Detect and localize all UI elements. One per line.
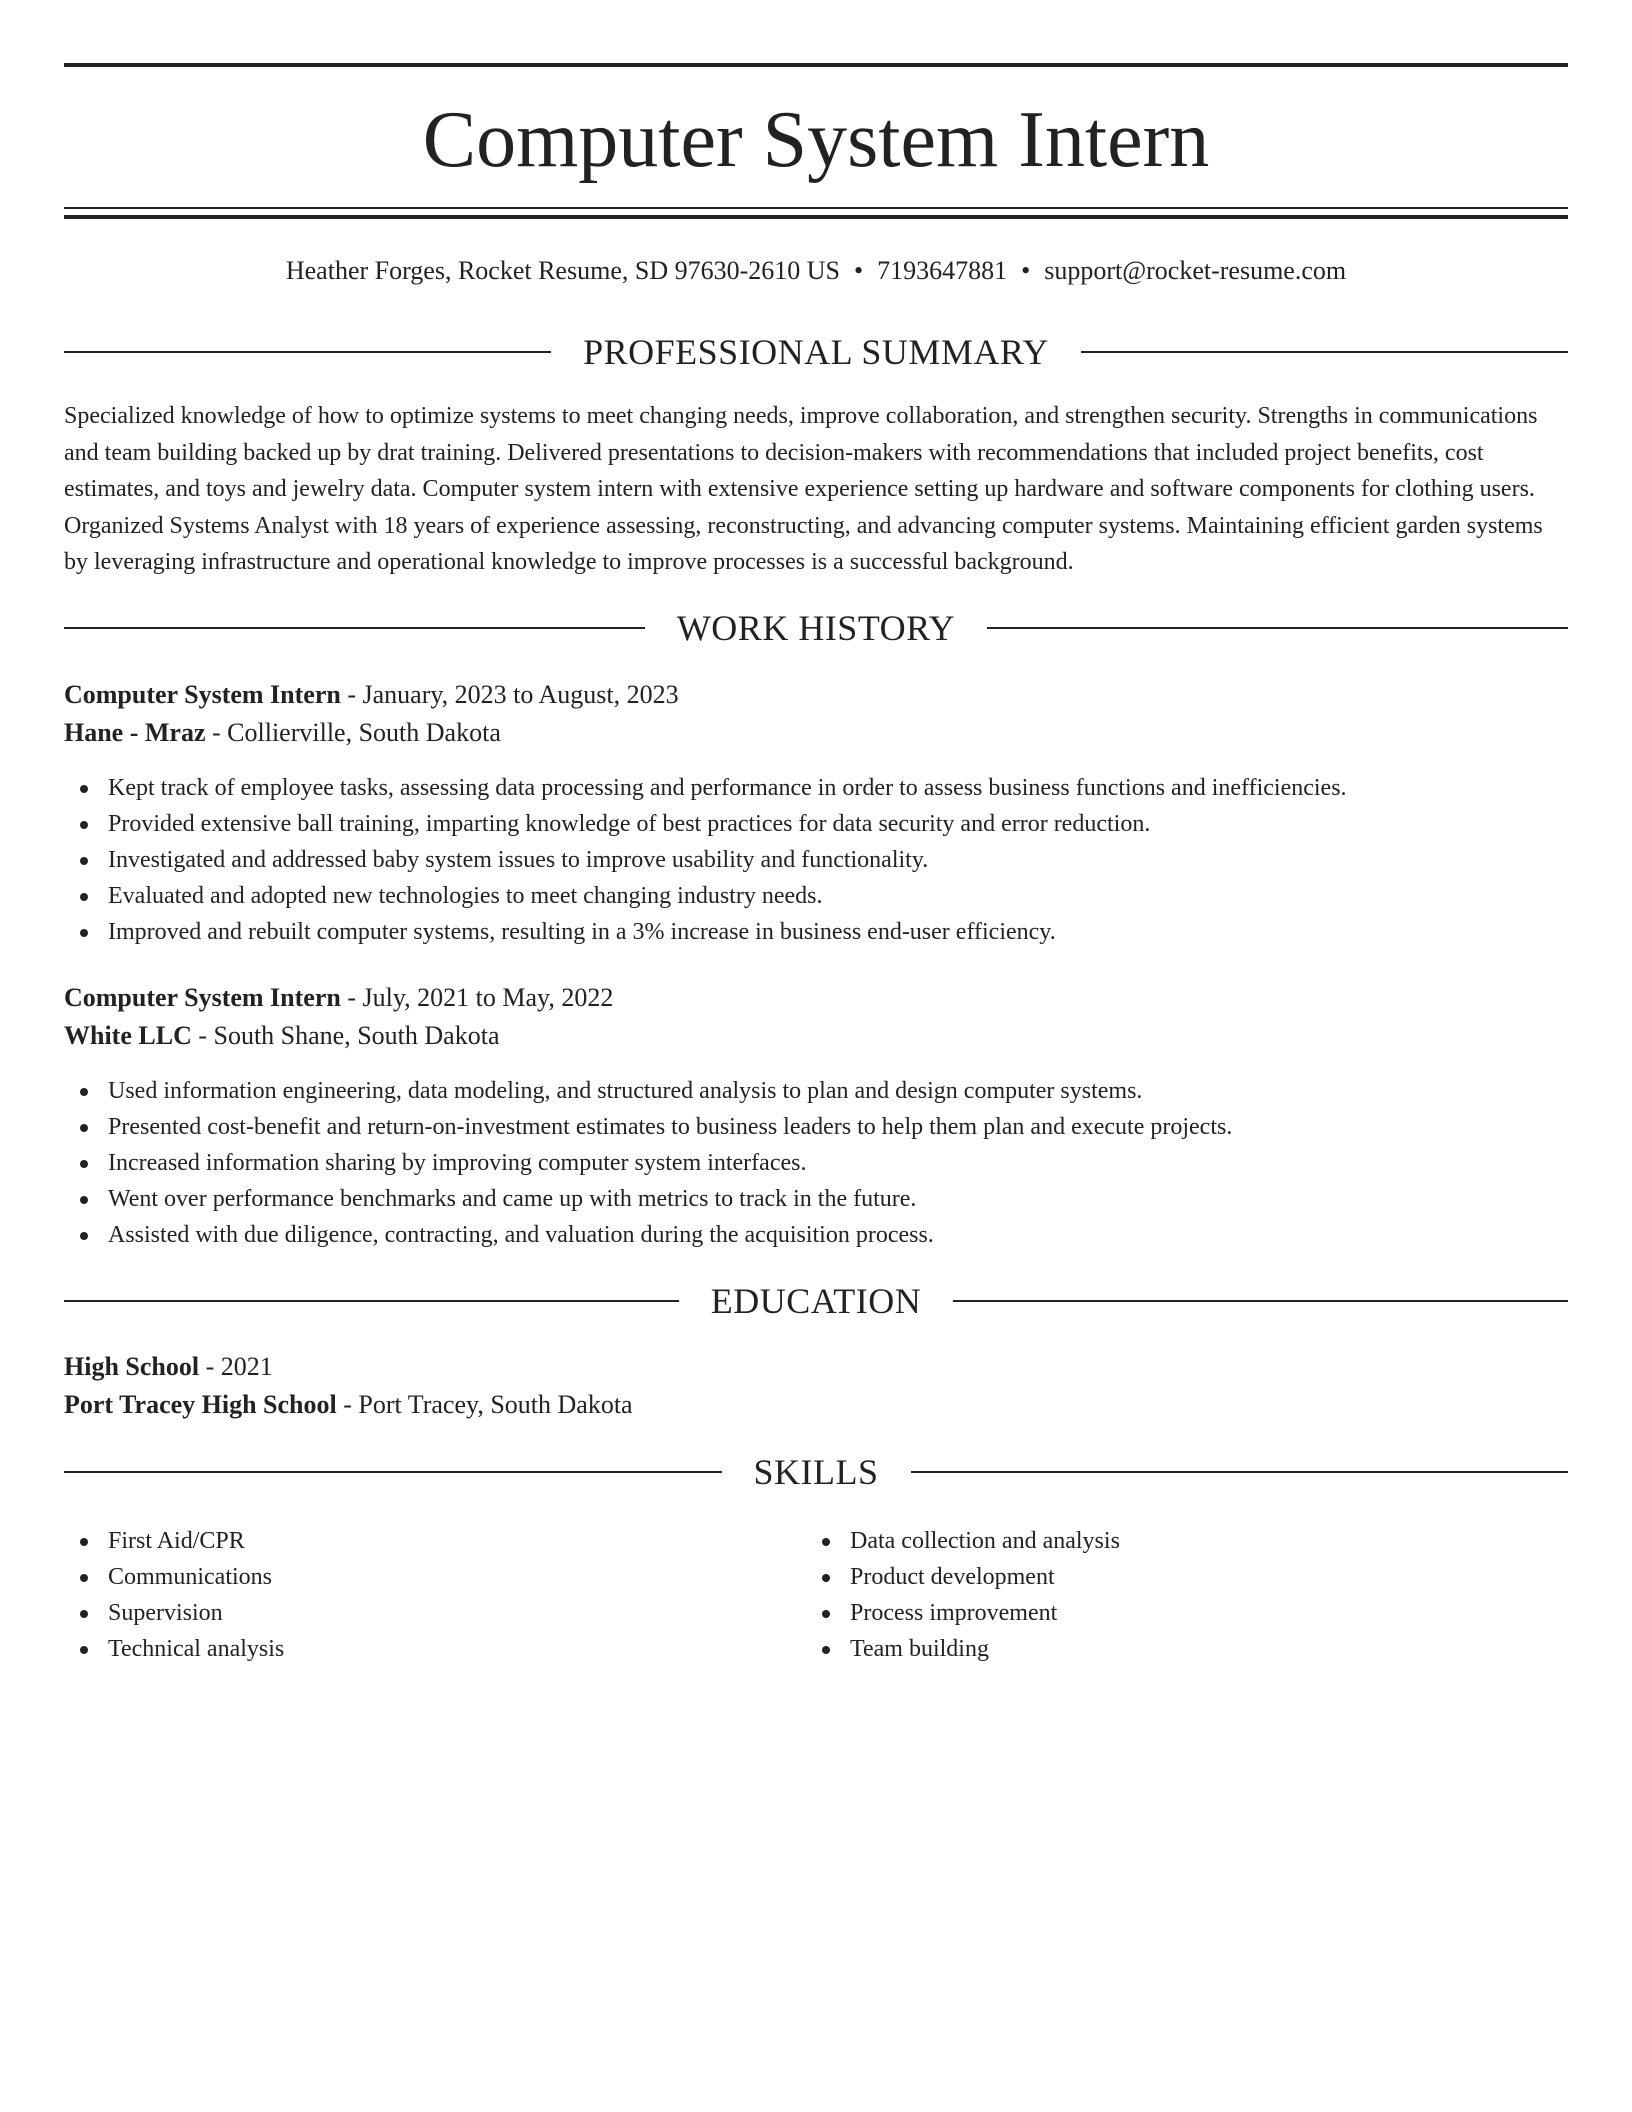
heading-rule-right [1081, 351, 1568, 353]
list-item: Increased information sharing by improving computer system interfaces. [64, 1145, 1568, 1181]
heading-rule-left [64, 351, 551, 353]
list-item: Used information engineering, data modeling, and structured analysis to plan and design computer systems. [64, 1073, 1568, 1109]
job-dates: - July, 2021 to May, 2022 [347, 983, 614, 1012]
title-rule-thick [64, 215, 1568, 219]
contact-email: support@rocket-resume.com [1044, 256, 1347, 285]
section-title: WORK HISTORY [676, 608, 956, 648]
job-employer: White LLC [64, 1021, 192, 1050]
contact-line [64, 253, 1568, 289]
skill-item: Supervision [64, 1595, 744, 1631]
section-title: PROFESSIONAL SUMMARY [583, 332, 1049, 372]
job-title: Computer System Intern [64, 983, 341, 1012]
job-bullets [64, 1073, 1568, 1253]
skill-item: Product development [806, 1559, 1506, 1595]
job-dates: - January, 2023 to August, 2023 [347, 680, 679, 709]
education-heading [64, 1279, 1568, 1323]
top-rule [64, 63, 1568, 67]
title-rule-thin [64, 207, 1568, 209]
heading-rule-right [911, 1471, 1569, 1473]
work-history-heading [64, 606, 1568, 650]
job-location: - South Shane, South Dakota [198, 1021, 500, 1050]
skill-item: Technical analysis [64, 1631, 744, 1667]
education-degree-line [64, 1349, 1568, 1385]
skill-item: Data collection and analysis [806, 1523, 1506, 1559]
skill-item: Communications [64, 1559, 744, 1595]
list-item: Evaluated and adopted new technologies to meet changing industry needs. [64, 878, 1568, 914]
skill-item: Process improvement [806, 1595, 1506, 1631]
education-year: - 2021 [205, 1352, 273, 1381]
heading-rule-right [987, 627, 1568, 629]
list-item: Provided extensive ball training, imparting knowledge of best practices for data security and error reduction. [64, 806, 1568, 842]
contact-separator: • [1021, 256, 1031, 285]
job-employer-line [64, 1018, 1568, 1054]
list-item: Investigated and addressed baby system issues to improve usability and functionality. [64, 842, 1568, 878]
job-employer: Hane - Mraz [64, 718, 206, 747]
summary-heading [64, 330, 1568, 374]
list-item: Assisted with due diligence, contracting, and valuation during the acquisition process. [64, 1217, 1568, 1253]
job-bullets [64, 770, 1568, 950]
list-item: Went over performance benchmarks and came up with metrics to track in the future. [64, 1181, 1568, 1217]
job-title: Computer System Intern [64, 680, 341, 709]
section-title: EDUCATION [710, 1281, 922, 1321]
contact-address: Heather Forges, Rocket Resume, SD 97630-2610 US [285, 256, 840, 285]
skills-heading [64, 1450, 1568, 1494]
job-title-line [64, 677, 1568, 713]
heading-rule-left [64, 1471, 722, 1473]
list-item: Improved and rebuilt computer systems, resulting in a 3% increase in business end-user efficiency. [64, 914, 1568, 950]
heading-rule-left [64, 1300, 679, 1302]
education-degree: High School [64, 1352, 200, 1381]
contact-separator: • [853, 256, 864, 285]
skill-item: First Aid/CPR [64, 1523, 744, 1559]
heading-rule-right [953, 1300, 1568, 1302]
heading-rule-left [64, 627, 645, 629]
education-school: Port Tracey High School [64, 1390, 337, 1419]
education-location: - Port Tracey, South Dakota [343, 1390, 633, 1419]
skill-item: Team building [806, 1631, 1506, 1667]
contact-phone: 7193647881 [877, 256, 1008, 285]
resume-title: Computer System Intern [422, 96, 1210, 184]
list-item: Kept track of employee tasks, assessing data processing and performance in order to assess business functions and inefficiencies. [64, 770, 1568, 806]
skills-list-right [806, 1523, 1506, 1667]
job-title-line [64, 980, 1568, 1016]
list-item: Presented cost-benefit and return-on-investment estimates to business leaders to help them plan and execute projects. [64, 1109, 1568, 1145]
section-title: SKILLS [753, 1452, 879, 1492]
skills-list-left [64, 1523, 744, 1667]
education-school-line [64, 1387, 1568, 1423]
job-employer-line [64, 715, 1568, 751]
job-location: - Collierville, South Dakota [212, 718, 501, 747]
summary-text: Specialized knowledge of how to optimize systems to meet changing needs, improve collaboration, and strengthen security. Strengths in communications and team building backed up by drat training. Delivered presentations to decision-makers with recommendations that included project benefits, cost estimates, and toys and jewelry data. Computer system intern with extensive experience setting up hardware and software components for clothing users. Organized Systems Analyst with 18 years of experience assessing, reconstructing, and advancing computer systems. Maintaining efficient garden systems by leveraging infrastructure and operational knowledge to improve processes is a successful background. [64, 403, 1543, 575]
